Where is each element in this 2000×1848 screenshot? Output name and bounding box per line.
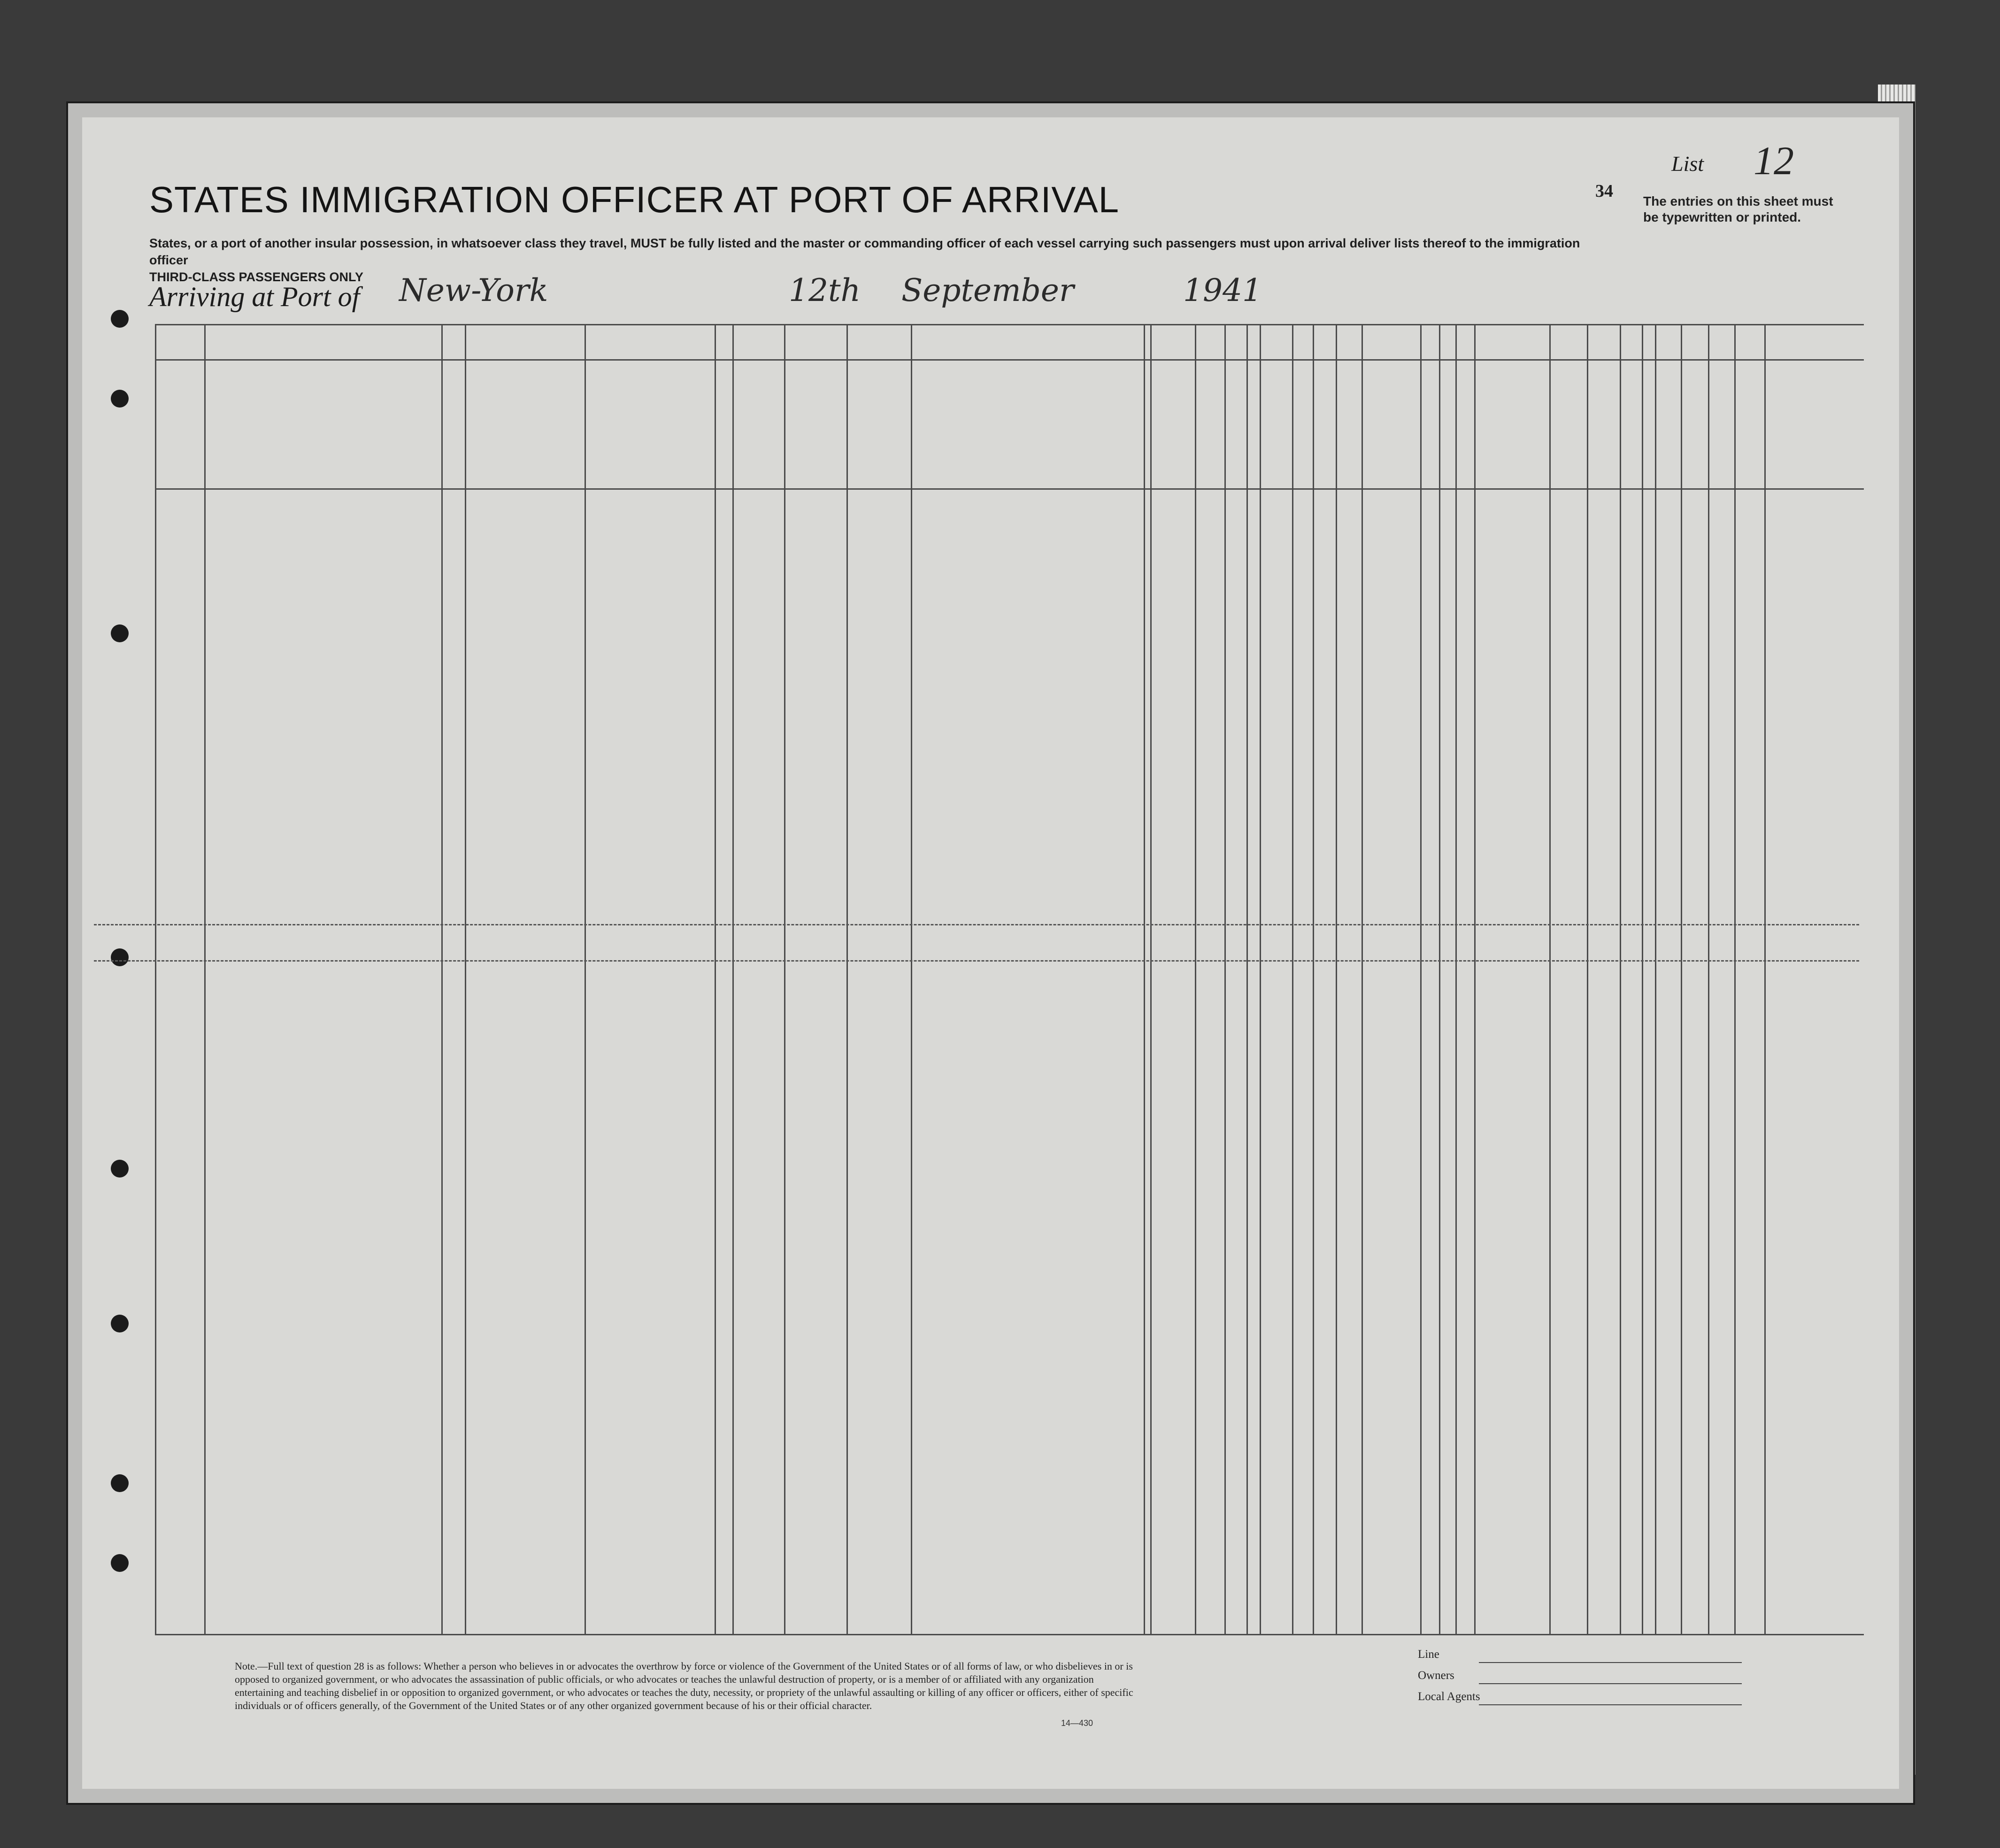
column-rule xyxy=(1708,324,1709,1634)
column-rule xyxy=(1549,324,1551,1634)
column-rule xyxy=(1362,324,1363,1634)
column-rule xyxy=(911,324,912,1634)
column-rule xyxy=(1144,324,1145,1634)
binder-hole xyxy=(111,948,129,966)
column-rule xyxy=(465,324,466,1634)
column-rule xyxy=(1292,324,1293,1634)
column-rule xyxy=(1439,324,1440,1634)
binder-hole xyxy=(111,310,129,328)
column-rule xyxy=(585,324,586,1634)
column-rule xyxy=(1260,324,1261,1634)
binder-hole xyxy=(111,1160,129,1178)
list-label: List xyxy=(1671,152,1704,176)
arrival-year: 1941 xyxy=(1183,272,1262,308)
column-rule xyxy=(1620,324,1621,1634)
column-rule xyxy=(1336,324,1337,1634)
list-number: 12 xyxy=(1754,138,1794,183)
column-rule xyxy=(715,324,716,1634)
column-rule xyxy=(1224,324,1226,1634)
arrival-month: September xyxy=(901,272,1074,308)
column-rule xyxy=(441,324,443,1634)
local-agents-label: Local Agents xyxy=(1418,1690,1480,1703)
column-rule xyxy=(204,324,206,1634)
binder-hole xyxy=(111,1554,129,1572)
column-rule xyxy=(846,324,848,1634)
port-name: New-York xyxy=(399,272,548,308)
column-rule xyxy=(732,324,734,1634)
owners-rule xyxy=(1479,1683,1742,1684)
question-28-note: Note.—Full text of question 28 is as follows: Whether a person who believes in or advocates the overthrow by force or violence of the Government of the United States or of all forms of law, or who disbelieves in or is opposed to organized government, or who advocates the assassination of public officials, or who advocates or teaches the unlawful destruction of property, or is a member of or affiliated with any organization entertaining and teaching disbelief in or opposition to organized government, or who advocates or teaches the duty, necessity, or propriety of the unlawful assaulting or killing of any officer or officers, either of specific individuals or of officers generally, of the Government of the United States or of any other organized government because of his or their official character. xyxy=(235,1660,1133,1711)
strike-rule xyxy=(94,924,1859,925)
instructions-line: States, or a port of another insular possession, in whatsoever class they travel, MUST be fully listed and the master or commanding officer of each vessel carrying such passengers must upon arrival deliver lists thereof to the immigration officer xyxy=(149,236,1580,267)
column-rule xyxy=(1764,324,1766,1634)
sheet-number: 34 xyxy=(1595,181,1613,201)
strike-rule xyxy=(94,960,1859,962)
column-rule xyxy=(1246,324,1248,1634)
form-number: 14—430 xyxy=(1061,1718,1093,1728)
column-rule xyxy=(155,324,156,1634)
owners-label: Owners xyxy=(1418,1669,1454,1682)
line-label: Line xyxy=(1418,1648,1439,1661)
column-rule xyxy=(1655,324,1656,1634)
line-rule xyxy=(1479,1662,1742,1663)
column-rule xyxy=(784,324,785,1634)
header-rule xyxy=(155,359,1864,361)
column-rule xyxy=(1474,324,1476,1634)
column-rule xyxy=(1313,324,1314,1634)
header-rule xyxy=(155,324,1864,325)
binder-hole xyxy=(111,1315,129,1332)
binder-hole xyxy=(111,1474,129,1492)
arrival-day: 12th xyxy=(789,272,861,308)
class-line: THIRD-CLASS PASSENGERS ONLY xyxy=(149,270,364,284)
binder-hole xyxy=(111,390,129,408)
column-rule xyxy=(1681,324,1682,1634)
entries-note: The entries on this sheet must be typewritten or printed. xyxy=(1643,194,1833,224)
agents-rule xyxy=(1479,1704,1742,1705)
arriving-label: Arriving at Port of xyxy=(149,281,360,312)
page-title: STATES IMMIGRATION OFFICER AT PORT OF ARRIVAL xyxy=(149,179,1120,220)
header-rule xyxy=(155,488,1864,490)
column-rule xyxy=(1420,324,1422,1634)
column-rule xyxy=(1150,324,1152,1634)
manifest-page xyxy=(82,117,1899,1789)
table-bottom-rule xyxy=(155,1634,1864,1635)
column-rule xyxy=(1195,324,1196,1634)
column-rule xyxy=(1455,324,1457,1634)
instructions-text xyxy=(149,235,1605,285)
column-rule xyxy=(1642,324,1643,1634)
column-rule xyxy=(1587,324,1588,1634)
column-rule xyxy=(1734,324,1736,1634)
binder-hole xyxy=(111,624,129,642)
